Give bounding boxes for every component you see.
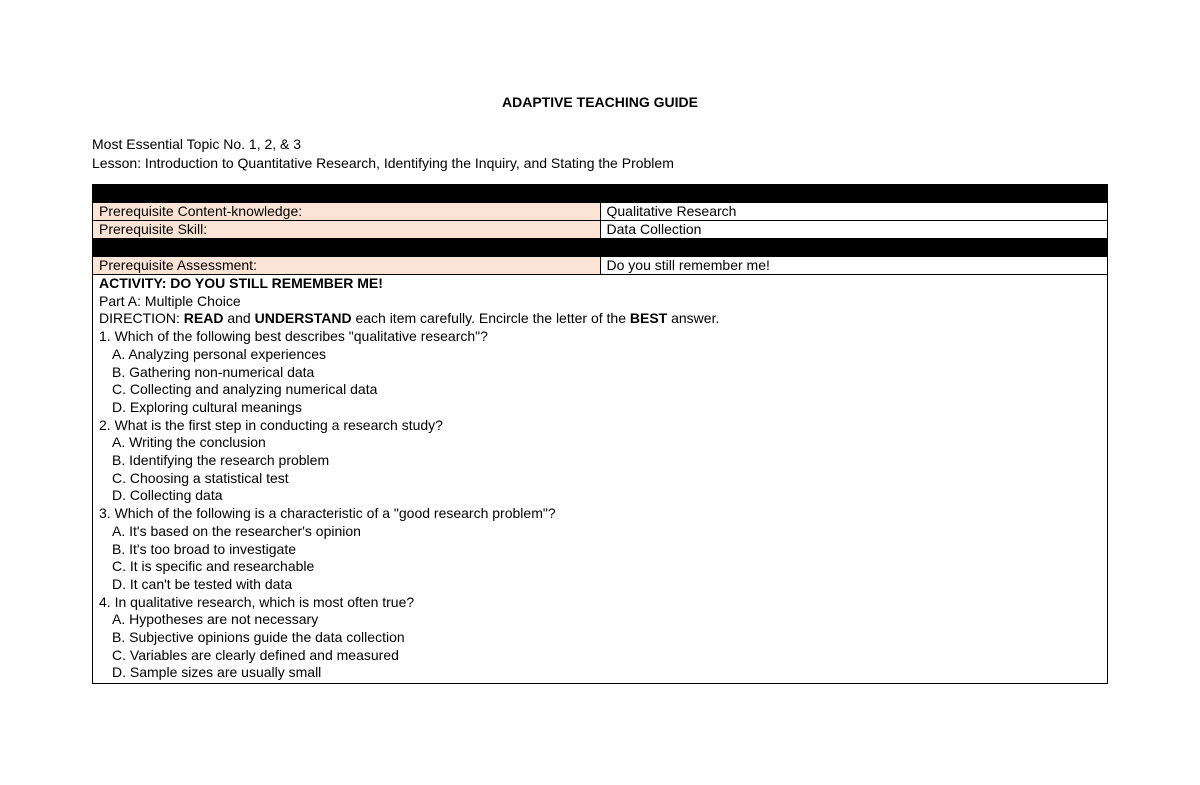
question-1: 1. Which of the following best describes "qualitative research"? — [99, 328, 488, 345]
direction-and: and — [223, 310, 255, 327]
question-3-option-d: D. It can't be tested with data — [112, 575, 293, 592]
assessment-label: Prerequisite Assessment: — [93, 257, 601, 275]
assessment-row — [93, 257, 1108, 275]
question-2-option-d: D. Collecting data — [112, 487, 223, 504]
direction-suffix: answer. — [667, 310, 720, 327]
direction-understand: UNDERSTAND — [254, 310, 352, 327]
header-bar — [93, 185, 1108, 203]
activity-part: Part A: Multiple Choice — [99, 292, 241, 309]
question-4-option-c: C. Variables are clearly defined and measured — [112, 646, 399, 663]
question-2-option-c: C. Choosing a statistical test — [112, 469, 289, 486]
question-2-option-a: A. Writing the conclusion — [112, 434, 266, 451]
content-knowledge-row — [93, 203, 1108, 221]
activity-cell — [93, 275, 1108, 684]
question-1-option-c: C. Collecting and analyzing numerical data — [112, 381, 378, 398]
teaching-guide-table — [92, 184, 1108, 684]
question-2-option-b: B. Identifying the research problem — [112, 452, 330, 469]
activity-row — [93, 275, 1108, 684]
direction-read: READ — [183, 310, 224, 327]
content-knowledge-label: Prerequisite Content-knowledge: — [93, 203, 601, 221]
header-bar-row — [93, 185, 1108, 203]
question-2: 2. What is the first step in conducting a research study? — [99, 416, 443, 433]
assessment-value: Do you still remember me! — [600, 257, 1108, 275]
question-1-option-d: D. Exploring cultural meanings — [112, 398, 302, 415]
question-4-option-b: B. Subjective opinions guide the data collection — [112, 629, 405, 646]
question-4-option-d: D. Sample sizes are usually small — [112, 664, 322, 681]
lesson-line: Lesson: Introduction to Quantitative Research, Identifying the Inquiry, and Stating the Problem — [92, 155, 674, 171]
activity-direction — [99, 310, 1101, 328]
topic-line: Most Essential Topic No. 1, 2, & 3 — [92, 136, 302, 152]
skill-label: Prerequisite Skill: — [93, 221, 601, 239]
separator-bar-row — [93, 239, 1108, 257]
content-knowledge-value: Qualitative Research — [600, 203, 1108, 221]
question-1-option-a: A. Analyzing personal experiences — [112, 345, 327, 362]
skill-value: Data Collection — [600, 221, 1108, 239]
question-3-option-a: A. It's based on the researcher's opinion — [112, 522, 361, 539]
question-3-option-b: B. It's too broad to investigate — [112, 540, 297, 557]
direction-best: BEST — [629, 310, 668, 327]
direction-mid: each item carefully. Encircle the letter of the — [351, 310, 630, 327]
question-3-option-c: C. It is specific and researchable — [112, 558, 315, 575]
separator-bar — [93, 239, 1108, 257]
question-3: 3. Which of the following is a characteristic of a "good research problem"? — [99, 505, 556, 522]
activity-heading: ACTIVITY: DO YOU STILL REMEMBER ME! — [99, 275, 383, 291]
direction-prefix: DIRECTION: — [99, 310, 184, 327]
document-title: ADAPTIVE TEACHING GUIDE — [501, 94, 698, 110]
question-4-option-a: A. Hypotheses are not necessary — [112, 611, 319, 628]
skill-row — [93, 221, 1108, 239]
question-4: 4. In qualitative research, which is most often true? — [99, 593, 415, 610]
question-1-option-b: B. Gathering non-numerical data — [112, 363, 315, 380]
